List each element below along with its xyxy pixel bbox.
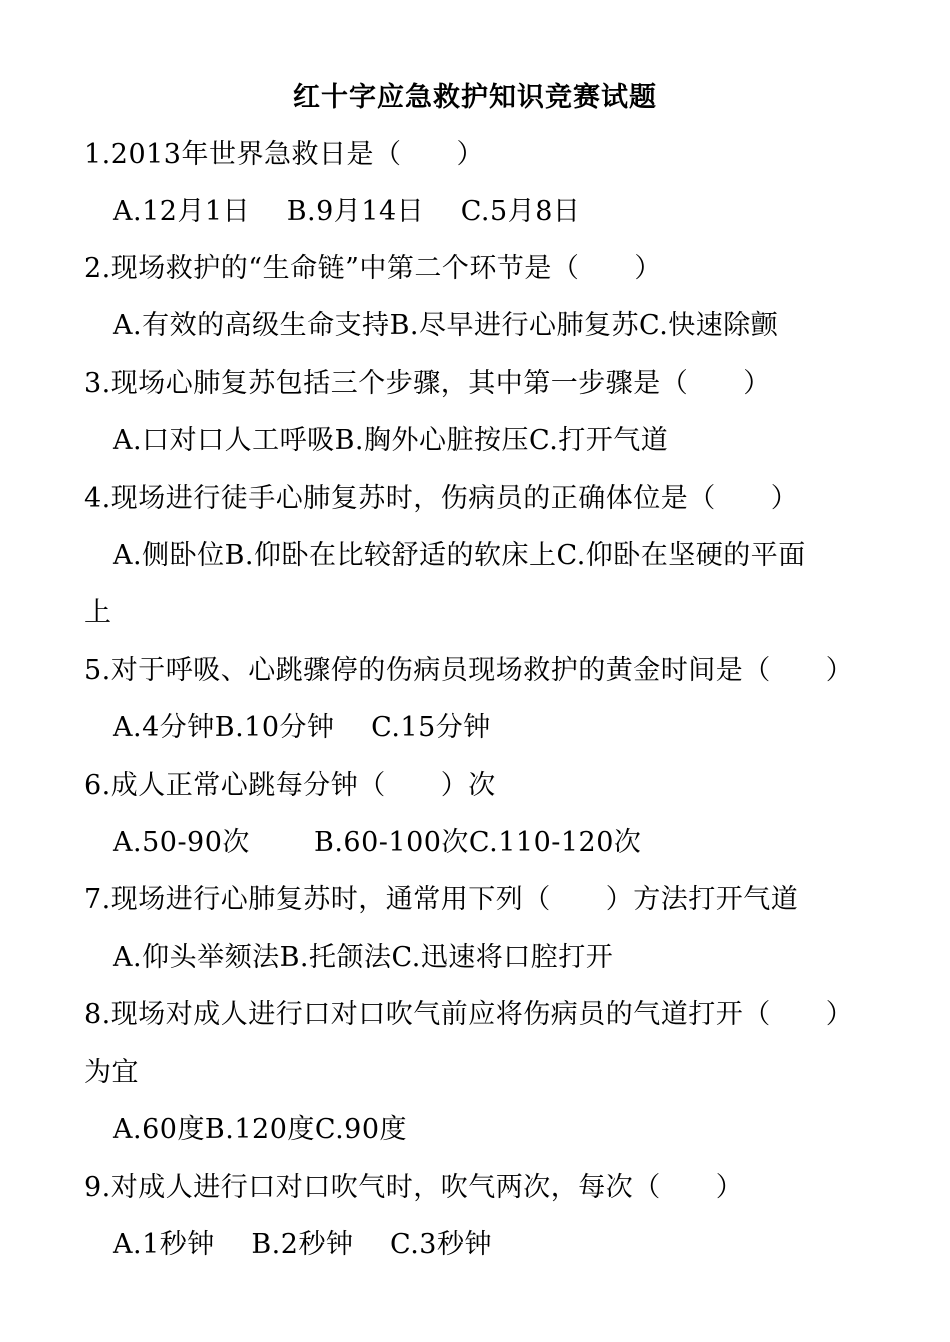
question-8-stem: 8.现场对成人进行口对口吹气前应将伤病员的气道打开（ ） — [84, 999, 854, 1030]
question-8-stem-continuation: 为宜 — [84, 1057, 139, 1088]
question-1-stem: 1.2013年世界急救日是（ ） — [84, 139, 484, 170]
question-2-options: A.有效的高级生命支持B.尽早进行心肺复苏C.快速除颤 — [113, 310, 779, 341]
question-3-options: A.口对口人工呼吸B.胸外心脏按压C.打开气道 — [113, 425, 669, 456]
question-3-stem: 3.现场心肺复苏包括三个步骤，其中第一步骤是（ ） — [84, 368, 771, 399]
question-4-stem: 4.现场进行徒手心肺复苏时，伤病员的正确体位是（ ） — [84, 483, 799, 514]
question-4-options-continuation: 上 — [84, 597, 112, 628]
question-6-options: A.50-90次 B.60-100次C.110-120次 — [113, 827, 642, 858]
question-2-stem: 2.现场救护的“生命链”中第二个环节是（ ） — [84, 253, 662, 284]
question-9-options: A.1秒钟 B.2秒钟 C.3秒钟 — [113, 1229, 492, 1260]
question-8-options: A.60度B.120度C.90度 — [113, 1114, 408, 1145]
question-6-stem: 6.成人正常心跳每分钟（ ）次 — [84, 770, 496, 801]
question-9-stem: 9.对成人进行口对口吹气时，吹气两次，每次（ ） — [84, 1172, 744, 1203]
question-4-options: A.侧卧位B.仰卧在比较舒适的软床上C.仰卧在坚硬的平面 — [113, 540, 806, 571]
question-7-stem: 7.现场进行心肺复苏时，通常用下列（ ）方法打开气道 — [84, 884, 799, 915]
question-7-options: A.仰头举颏法B.托颌法C.迅速将口腔打开 — [113, 942, 614, 973]
document-title: 红十字应急救护知识竞赛试题 — [293, 82, 657, 113]
question-1-options: A.12月1日 B.9月14日 C.5月8日 — [113, 196, 581, 227]
question-5-stem: 5.对于呼吸、心跳骤停的伤病员现场救护的黄金时间是（ ） — [84, 655, 854, 686]
question-5-options: A.4分钟B.10分钟 C.15分钟 — [113, 712, 491, 743]
